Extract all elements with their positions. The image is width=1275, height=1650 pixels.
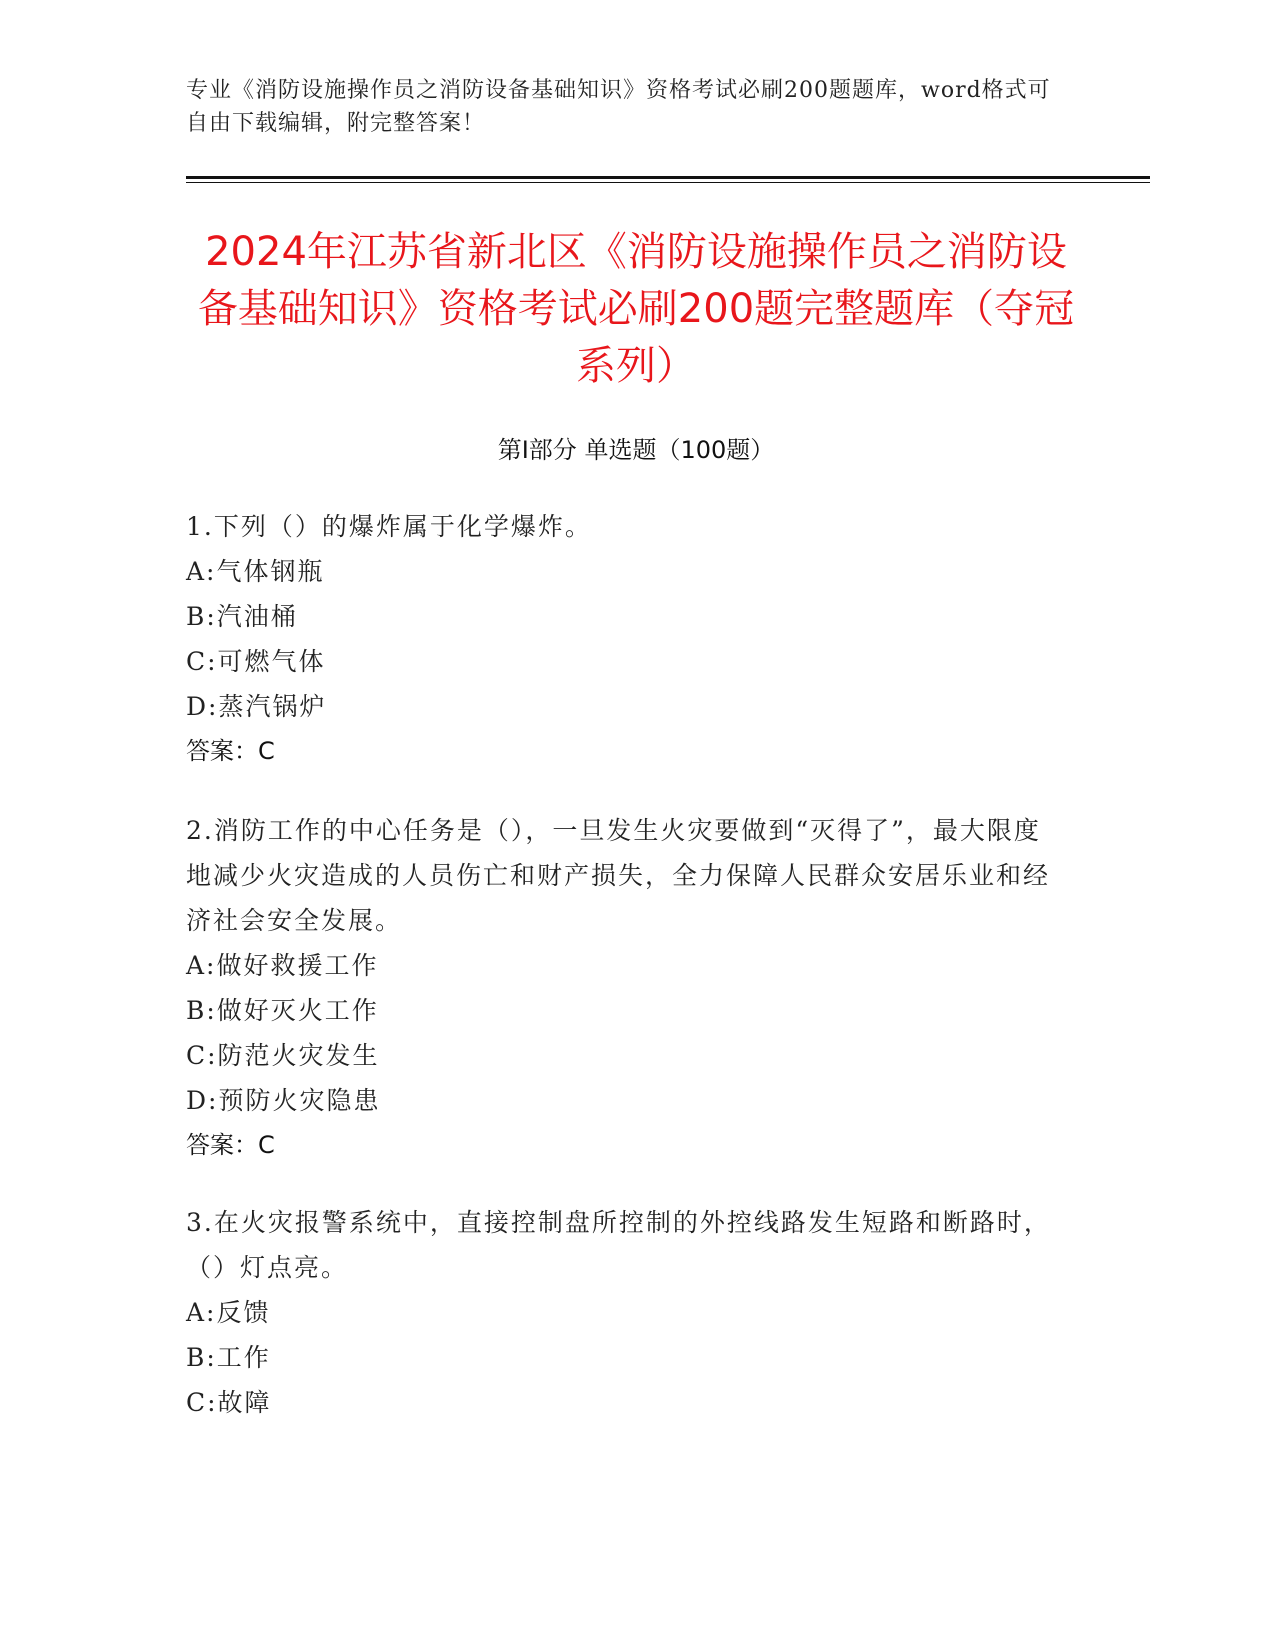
option-a: A:做好救援工作 (186, 951, 379, 980)
document-title: 2024年江苏省新北区《消防设施操作员之消防设备基础知识》资格考试必刷200题完整题库（夺冠系列） (197, 229, 1075, 389)
question-stem: 1.下列（）的爆炸属于化学爆炸。 (186, 512, 592, 541)
header-divider-thick (186, 176, 1150, 179)
answer: 答案：C (186, 1131, 275, 1159)
answer: 答案：C (186, 737, 275, 765)
option-b: B:做好灭火工作 (186, 996, 379, 1025)
section-heading: 第I部分 单选题（100题） (497, 436, 775, 464)
option-d: D:蒸汽锅炉 (186, 692, 327, 721)
option-b: B:工作 (186, 1343, 271, 1372)
option-c: C:可燃气体 (186, 647, 326, 676)
option-a: A:反馈 (186, 1298, 271, 1327)
header-divider-thin (186, 182, 1150, 183)
option-a: A:气体钢瓶 (186, 557, 325, 586)
question-3 (186, 1200, 1066, 1425)
question-stem: 3.在火灾报警系统中，直接控制盘所控制的外控线路发生短路和断路时，（）灯点亮。 (186, 1208, 1051, 1282)
option-b: B:汽油桶 (186, 602, 298, 631)
question-stem: 2.消防工作的中心任务是（），一旦发生火灾要做到“灭得了”，最大限度地减少火灾造成的人员伤亡和财产损失，全力保障人民群众安居乐业和经济社会安全发展。 (186, 816, 1051, 935)
question-2 (186, 808, 1066, 1168)
option-d: D:预防火灾隐患 (186, 1086, 381, 1115)
header-note: 专业《消防设施操作员之消防设备基础知识》资格考试必刷200题题库，word格式可自由下载编辑，附完整答案！ (186, 78, 1051, 136)
option-c: C:故障 (186, 1388, 272, 1417)
question-1 (186, 504, 1066, 774)
option-c: C:防范火灾发生 (186, 1041, 380, 1070)
